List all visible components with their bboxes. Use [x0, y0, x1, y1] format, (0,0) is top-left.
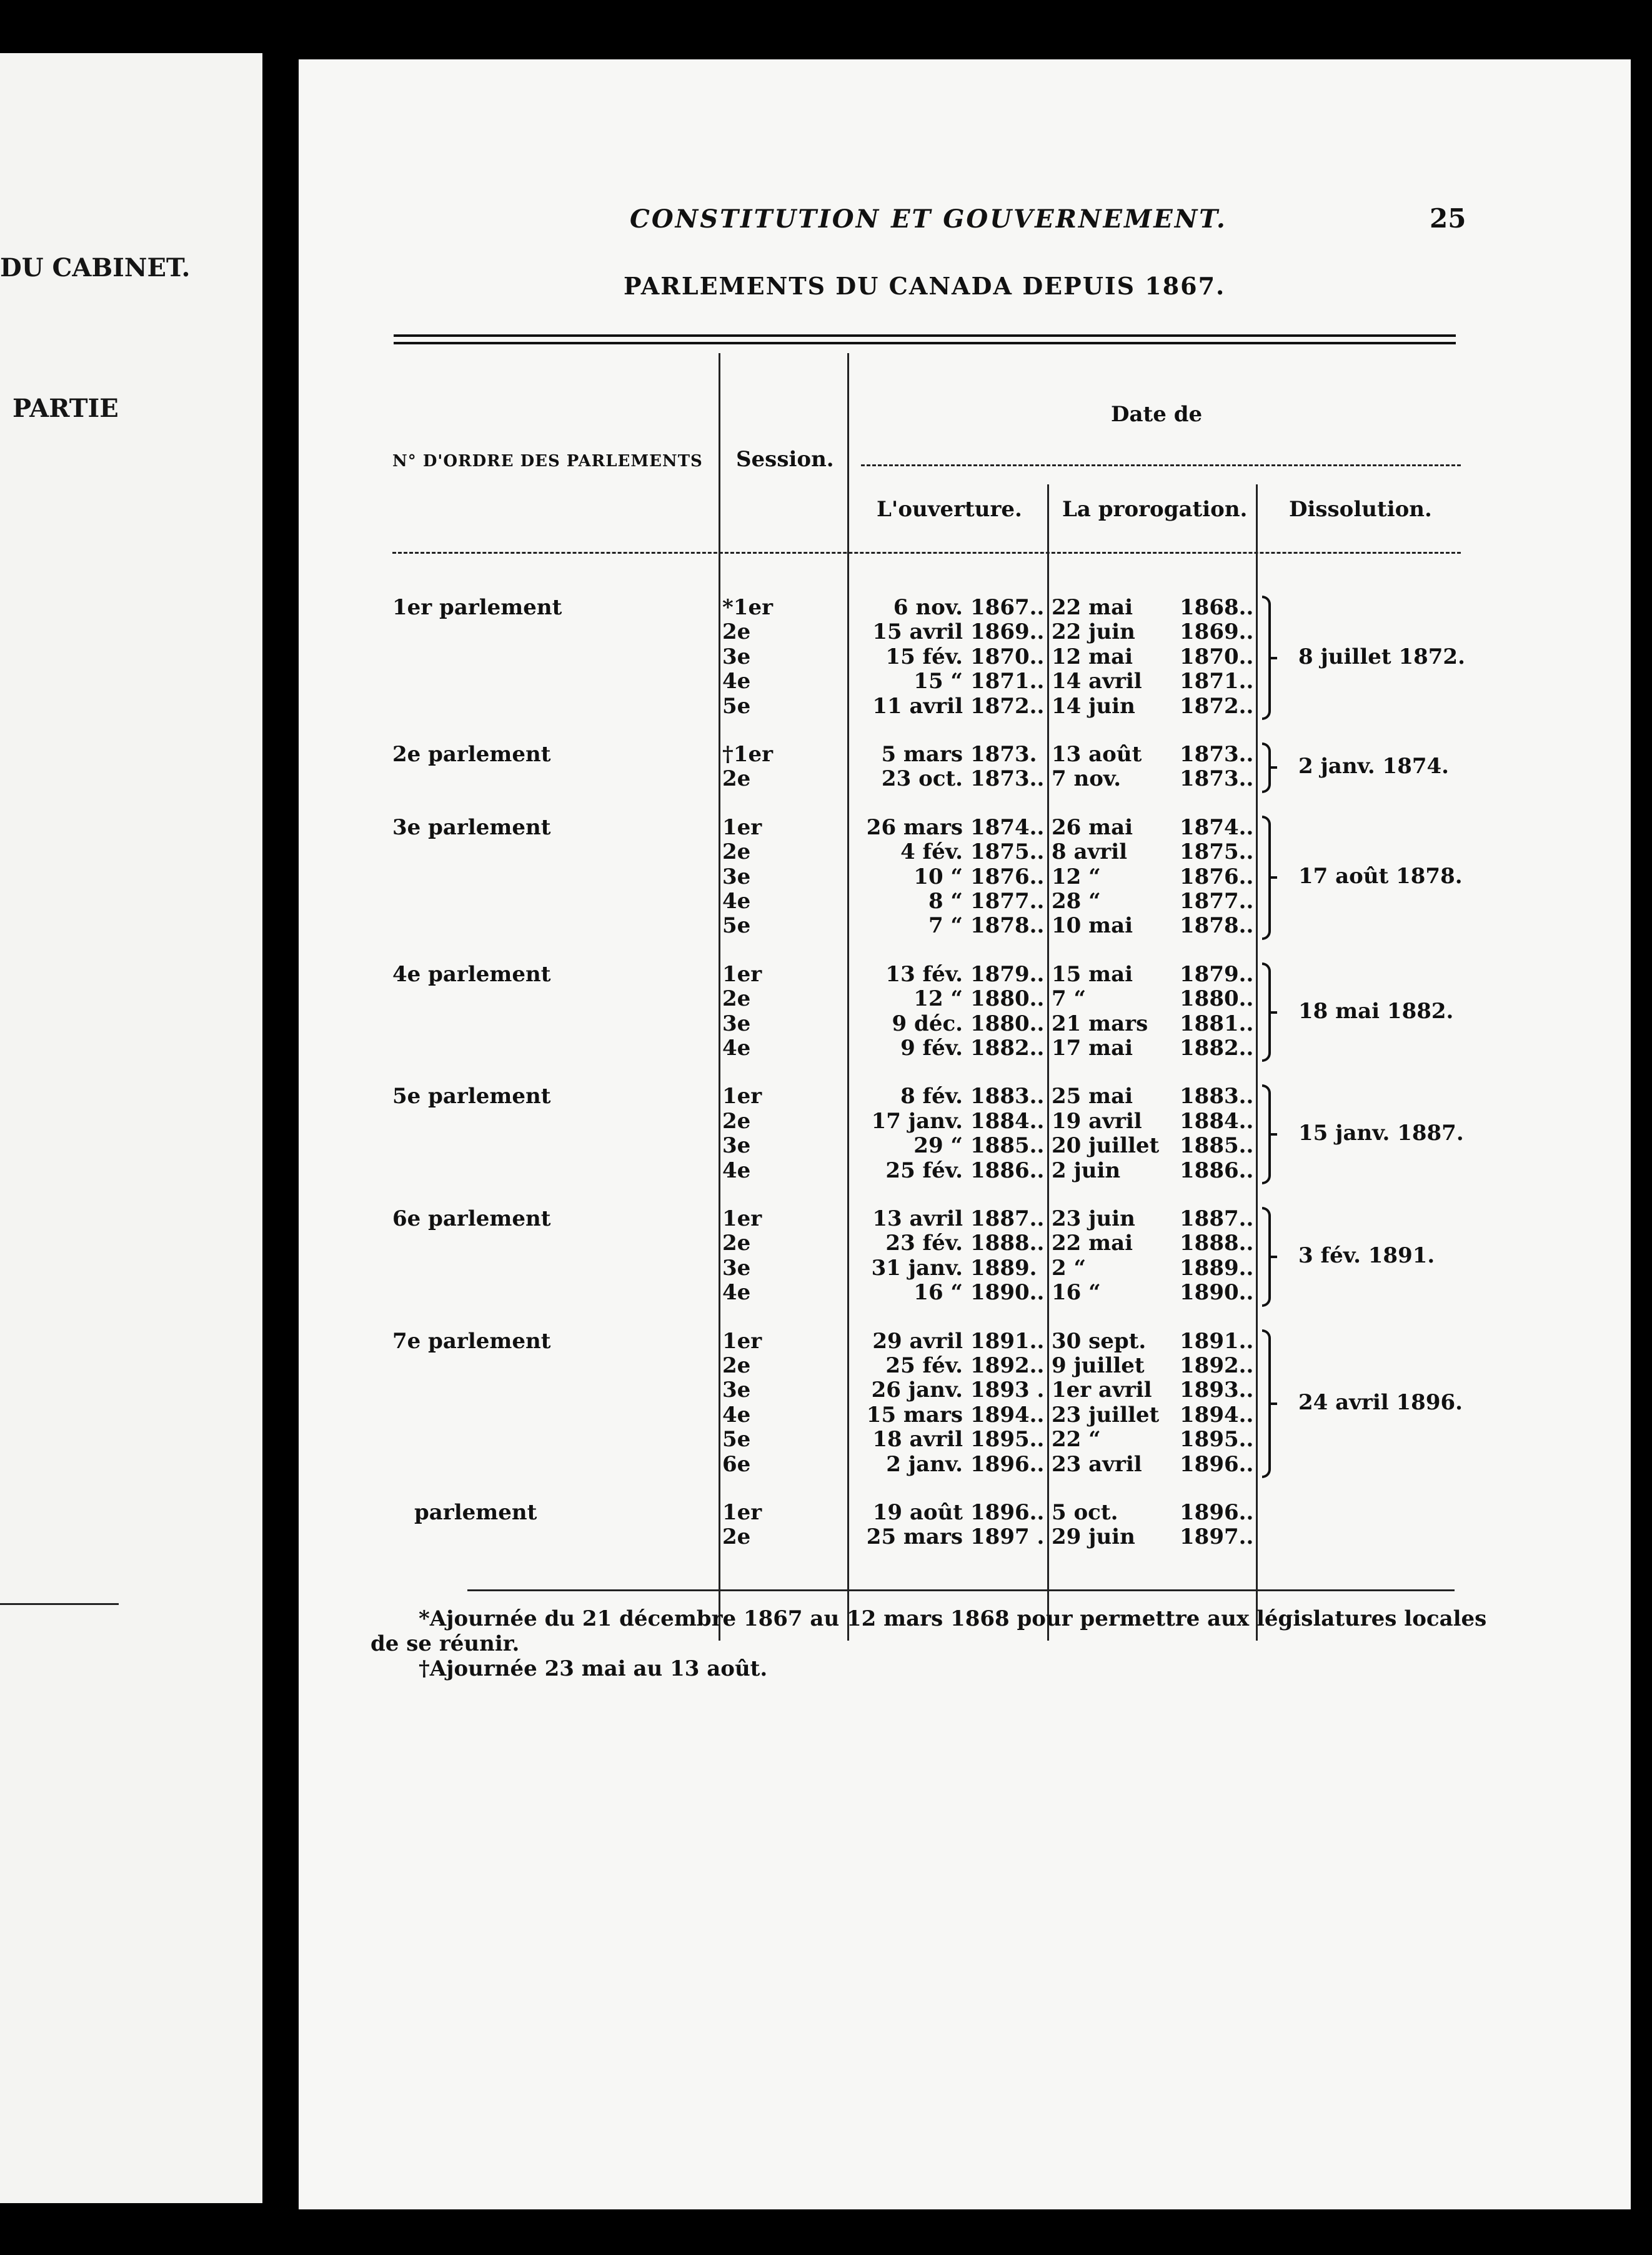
opening-year: 1877.. [970, 889, 1045, 914]
opening-day: 9 fév. [900, 1036, 963, 1061]
parliament-label: 3e parlement [392, 814, 551, 840]
session-number: 1er [722, 1500, 762, 1525]
prorogation-day: 15 mai [1052, 961, 1133, 987]
opening-day: 15 avril [872, 619, 963, 645]
opening-day: 25 fév. [885, 1158, 963, 1183]
session-number: 6e [722, 1451, 751, 1477]
opening-year: 1876.. [970, 864, 1045, 889]
opening-day: 4 fév. [900, 839, 963, 865]
opening-day: 6 nov. [893, 595, 963, 620]
prorogation-year: 1872.. [1180, 693, 1254, 719]
prorogation-day: 22 mai [1052, 1231, 1133, 1256]
prorogation-year: 1879.. [1180, 961, 1254, 987]
prorogation-year: 1897.. [1180, 1524, 1254, 1550]
opening-day: 17 janv. [871, 1108, 963, 1134]
session-number: 1er [722, 961, 762, 987]
prorogation-year: 1885.. [1180, 1133, 1254, 1159]
opening-day: 23 fév. [885, 1231, 963, 1256]
opening-day: 15 fév. [885, 644, 963, 669]
session-number: 2e [722, 839, 751, 865]
prorogation-year: 1873.. [1180, 766, 1254, 792]
prorogation-day: 2 juin [1052, 1158, 1121, 1183]
left-page-rule [0, 1603, 119, 1605]
prorogation-year: 1896.. [1180, 1451, 1254, 1477]
prorogation-day: 23 avril [1052, 1451, 1142, 1477]
prorogation-day: 21 mars [1052, 1011, 1148, 1036]
opening-year: 1896.. [970, 1500, 1045, 1525]
session-number: 3e [722, 644, 751, 669]
table-title: PARLEMENTS DU CANADA DEPUIS 1867. [624, 272, 1226, 300]
prorogation-year: 1892.. [1180, 1353, 1254, 1378]
prorogation-day: 7 nov. [1052, 766, 1122, 792]
prorogation-day: 23 juin [1052, 1206, 1135, 1231]
prorogation-day: 7 “ [1052, 986, 1087, 1012]
prorogation-day: 5 oct. [1052, 1500, 1118, 1525]
opening-year: 1879.. [970, 961, 1045, 987]
dissolution-brace [1262, 816, 1271, 940]
opening-year: 1873.. [970, 766, 1045, 792]
dissolution-date: 8 juillet 1872. [1298, 644, 1465, 669]
session-number: 1er [722, 1328, 762, 1354]
session-number: 3e [722, 864, 751, 889]
opening-year: 1890.. [970, 1280, 1045, 1306]
prorogation-year: 1874.. [1180, 814, 1254, 840]
dissolution-brace [1262, 596, 1271, 720]
opening-day: 9 déc. [892, 1011, 963, 1036]
left-facing-page [0, 53, 262, 2203]
session-number: 2e [722, 1108, 751, 1134]
prorogation-day: 1er avril [1052, 1378, 1152, 1403]
prorogation-day: 22 “ [1052, 1427, 1101, 1452]
opening-day: 31 janv. [871, 1255, 963, 1281]
opening-year: 1883.. [970, 1084, 1045, 1109]
prorogation-day: 12 “ [1052, 864, 1101, 889]
session-number: *1er [722, 595, 773, 620]
opening-day: 10 “ [913, 864, 963, 889]
prorogation-year: 1893.. [1180, 1378, 1254, 1403]
opening-day: 8 “ [928, 889, 963, 914]
title-rule-bottom [394, 342, 1456, 344]
opening-year: 1873. [970, 742, 1037, 767]
opening-year: 1887.. [970, 1206, 1045, 1231]
prorogation-day: 23 juillet [1052, 1402, 1160, 1428]
prorogation-year: 1882.. [1180, 1036, 1254, 1061]
session-number: 1er [722, 1084, 762, 1109]
prorogation-day: 29 juin [1052, 1524, 1135, 1550]
parliament-label: 1er parlement [392, 595, 562, 620]
footnote-1: *Ajournée du 21 décembre 1867 au 12 mars 1868 pour permettre aux législatures locales [419, 1606, 1487, 1631]
document-page [299, 59, 1631, 2209]
opening-day: 25 fév. [885, 1353, 963, 1378]
opening-year: 1875.. [970, 839, 1045, 865]
dissolution-brace [1262, 742, 1271, 793]
column-divider-session [719, 353, 720, 1641]
session-number: 3e [722, 1011, 751, 1036]
dissolution-date: 24 avril 1896. [1298, 1389, 1463, 1415]
prorogation-day: 12 mai [1052, 644, 1133, 669]
prorogation-year: 1889.. [1180, 1255, 1254, 1281]
prorogation-day: 2 “ [1052, 1255, 1087, 1281]
opening-day: 12 “ [913, 986, 963, 1012]
prorogation-day: 22 juin [1052, 619, 1135, 645]
header-dissolution: Dissolution. [1289, 497, 1432, 522]
opening-day: 13 fév. [885, 961, 963, 987]
prorogation-year: 1878.. [1180, 913, 1254, 939]
opening-year: 1896.. [970, 1451, 1045, 1477]
opening-day: 2 janv. [886, 1451, 963, 1477]
footnote-2: †Ajournée 23 mai au 13 août. [419, 1656, 768, 1681]
opening-year: 1888.. [970, 1231, 1045, 1256]
prorogation-year: 1895.. [1180, 1427, 1254, 1452]
prorogation-year: 1887.. [1180, 1206, 1254, 1231]
opening-day: 19 août [872, 1500, 963, 1525]
prorogation-day: 14 juin [1052, 693, 1135, 719]
dissolution-brace [1262, 1084, 1271, 1184]
header-ouverture: L'ouverture. [877, 497, 1022, 522]
prorogation-day: 9 juillet [1052, 1353, 1145, 1378]
opening-day: 26 janv. [871, 1378, 963, 1403]
dissolution-date: 18 mai 1882. [1298, 998, 1454, 1024]
opening-year: 1869.. [970, 619, 1045, 645]
opening-day: 23 oct. [881, 766, 963, 792]
parliament-label: 4e parlement [392, 961, 551, 987]
prorogation-year: 1894.. [1180, 1402, 1254, 1428]
left-page-heading-partie: PARTIE [12, 394, 119, 423]
prorogation-day: 20 juillet [1052, 1133, 1160, 1159]
header-bottom-rule [392, 552, 1461, 554]
opening-day: 7 “ [928, 913, 963, 939]
session-number: 4e [722, 1158, 751, 1183]
opening-year: 1885.. [970, 1133, 1045, 1159]
opening-year: 1878.. [970, 913, 1045, 939]
prorogation-year: 1876.. [1180, 864, 1254, 889]
prorogation-year: 1886.. [1180, 1158, 1254, 1183]
opening-year: 1870.. [970, 644, 1045, 669]
dissolution-date: 17 août 1878. [1298, 864, 1463, 889]
opening-day: 11 avril [872, 693, 963, 719]
dissolution-date: 2 janv. 1874. [1298, 754, 1450, 779]
session-number: 2e [722, 619, 751, 645]
dissolution-brace [1262, 1329, 1271, 1478]
session-number: 3e [722, 1133, 751, 1159]
opening-year: 1874.. [970, 814, 1045, 840]
session-number: 4e [722, 1280, 751, 1306]
prorogation-year: 1868.. [1180, 595, 1254, 620]
session-number: 1er [722, 814, 762, 840]
opening-year: 1886.. [970, 1158, 1045, 1183]
opening-day: 8 fév. [900, 1084, 963, 1109]
prorogation-day: 25 mai [1052, 1084, 1133, 1109]
session-number: 4e [722, 1036, 751, 1061]
opening-year: 1880.. [970, 986, 1045, 1012]
prorogation-day: 17 mai [1052, 1036, 1133, 1061]
prorogation-day: 13 août [1052, 742, 1142, 767]
opening-day: 15 mars [866, 1402, 963, 1428]
prorogation-year: 1877.. [1180, 889, 1254, 914]
column-divider-dissolution [1256, 484, 1258, 1641]
prorogation-day: 10 mai [1052, 913, 1133, 939]
prorogation-day: 14 avril [1052, 669, 1142, 694]
session-number: 2e [722, 1353, 751, 1378]
session-number: 5e [722, 693, 751, 719]
prorogation-year: 1873.. [1180, 742, 1254, 767]
opening-day: 18 avril [872, 1427, 963, 1452]
session-number: 4e [722, 1402, 751, 1428]
header-session: Session. [736, 447, 834, 472]
dissolution-brace [1262, 1207, 1271, 1307]
session-number: 2e [722, 1231, 751, 1256]
session-number: 2e [722, 766, 751, 792]
prorogation-year: 1875.. [1180, 839, 1254, 865]
prorogation-year: 1869.. [1180, 619, 1254, 645]
session-number: 2e [722, 986, 751, 1012]
prorogation-year: 1884.. [1180, 1108, 1254, 1134]
opening-day: 13 avril [872, 1206, 963, 1231]
session-number: 3e [722, 1255, 751, 1281]
column-divider-ouverture [847, 353, 849, 1641]
dissolution-date: 3 fév. 1891. [1298, 1242, 1435, 1268]
opening-year: 1872.. [970, 693, 1045, 719]
opening-year: 1892.. [970, 1353, 1045, 1378]
column-divider-prorogation [1047, 484, 1049, 1641]
left-page-heading-cabinet: DU CABINET. [0, 253, 191, 282]
parliament-label: 6e parlement [392, 1206, 551, 1231]
opening-day: 5 mars [881, 742, 963, 767]
opening-year: 1897 . [970, 1524, 1045, 1550]
parliament-label: parlement [414, 1500, 537, 1525]
dissolution-date: 15 janv. 1887. [1298, 1121, 1464, 1146]
opening-day: 29 “ [913, 1133, 963, 1159]
opening-day: 15 “ [913, 669, 963, 694]
prorogation-year: 1891.. [1180, 1328, 1254, 1354]
opening-day: 29 avril [872, 1328, 963, 1354]
prorogation-year: 1871.. [1180, 669, 1254, 694]
prorogation-day: 16 “ [1052, 1280, 1101, 1306]
opening-year: 1882.. [970, 1036, 1045, 1061]
opening-year: 1867.. [970, 595, 1045, 620]
prorogation-day: 22 mai [1052, 595, 1133, 620]
session-number: 4e [722, 669, 751, 694]
opening-year: 1884.. [970, 1108, 1045, 1134]
opening-year: 1891.. [970, 1328, 1045, 1354]
header-date-de: Date de [1111, 402, 1203, 427]
session-number: 4e [722, 889, 751, 914]
prorogation-year: 1883.. [1180, 1084, 1254, 1109]
prorogation-day: 8 avril [1052, 839, 1128, 865]
opening-year: 1895.. [970, 1427, 1045, 1452]
session-number: 5e [722, 1427, 751, 1452]
opening-day: 26 mars [866, 814, 963, 840]
prorogation-year: 1870.. [1180, 644, 1254, 669]
session-number: †1er [722, 742, 773, 767]
prorogation-day: 19 avril [1052, 1108, 1142, 1134]
parliament-label: 7e parlement [392, 1328, 551, 1354]
footnote-1-continued: de se réunir. [371, 1631, 520, 1656]
page-number: 25 [1430, 203, 1466, 234]
header-dash-rule [861, 464, 1461, 466]
prorogation-year: 1890.. [1180, 1280, 1254, 1306]
session-number: 3e [722, 1378, 751, 1403]
running-head: CONSTITUTION ET GOUVERNEMENT. [630, 204, 1227, 234]
dissolution-brace [1262, 962, 1271, 1062]
session-number: 2e [722, 1524, 751, 1550]
opening-day: 25 mars [866, 1524, 963, 1550]
session-number: 5e [722, 913, 751, 939]
opening-year: 1889. [970, 1255, 1037, 1281]
prorogation-year: 1880.. [1180, 986, 1254, 1012]
prorogation-day: 26 mai [1052, 814, 1133, 840]
header-order: N° D'ORDRE DES PARLEMENTS [392, 452, 703, 471]
opening-year: 1893 . [970, 1378, 1045, 1403]
footnote-rule [467, 1589, 1455, 1591]
parliament-label: 2e parlement [392, 742, 551, 767]
opening-day: 16 “ [913, 1280, 963, 1306]
session-number: 1er [722, 1206, 762, 1231]
parliament-label: 5e parlement [392, 1084, 551, 1109]
opening-year: 1871.. [970, 669, 1045, 694]
prorogation-year: 1888.. [1180, 1231, 1254, 1256]
prorogation-day: 28 “ [1052, 889, 1101, 914]
opening-year: 1880.. [970, 1011, 1045, 1036]
header-prorogation: La prorogation. [1062, 497, 1248, 522]
prorogation-year: 1881.. [1180, 1011, 1254, 1036]
opening-year: 1894.. [970, 1402, 1045, 1428]
title-rule-top [394, 334, 1456, 337]
prorogation-day: 30 sept. [1052, 1328, 1147, 1354]
prorogation-year: 1896.. [1180, 1500, 1254, 1525]
